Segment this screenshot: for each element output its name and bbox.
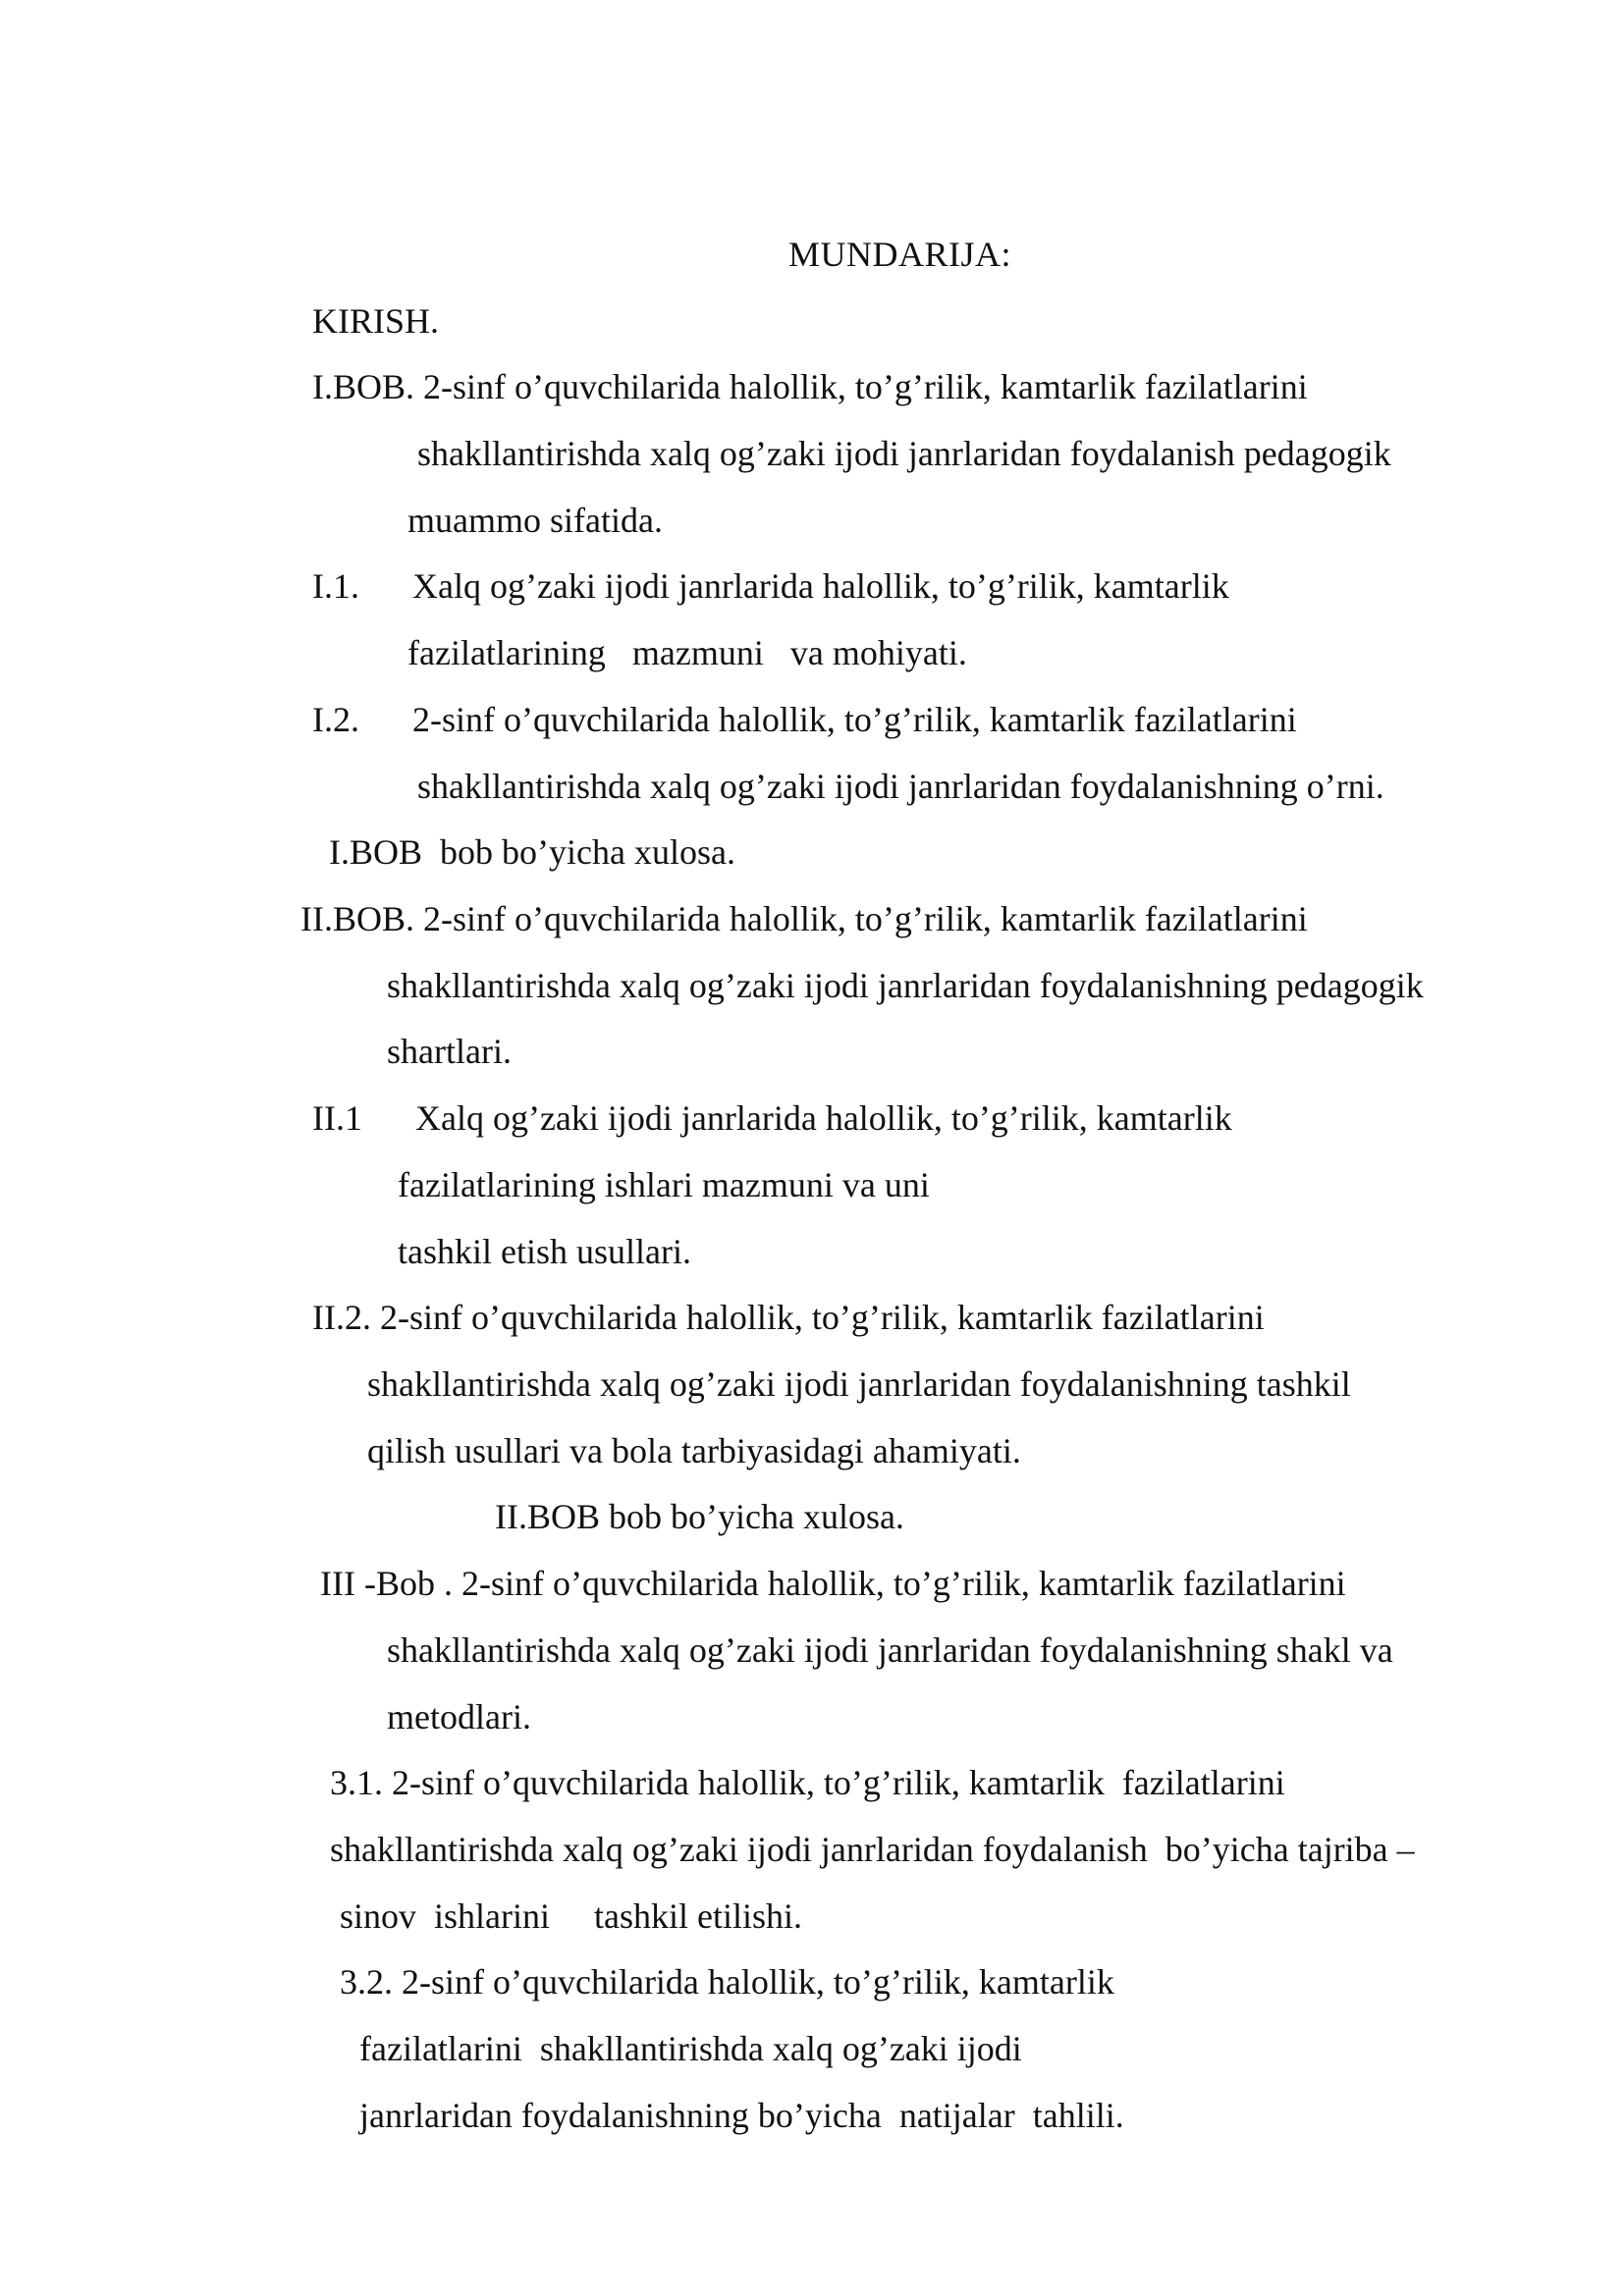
toc-line: qilish usullari va bola tarbiyasidagi ahamiyati. [367,1431,1021,1470]
toc-line: shakllantirishda xalq og’zaki ijodi janrlaridan foydalanishning o’rni. [417,767,1384,806]
toc-line: shakllantirishda xalq og’zaki ijodi janrlaridan foydalanishning shakl va [387,1630,1393,1670]
toc-line: shakllantirishda xalq og’zaki ijodi janrlaridan foydalanishning pedagogik [387,966,1424,1005]
toc-line: 3.1. 2-sinf o’quvchilarida halollik, to’g’rilik, kamtarlik fazilatlarini [330,1763,1285,1802]
toc-line: shakllantirishda xalq og’zaki ijodi janrlaridan foydalanish bo’yicha tajriba – [330,1830,1415,1869]
toc-line: janrlaridan foydalanishning bo’yicha natijalar tahlili. [359,2096,1124,2135]
toc-line: II.BOB bob bo’yicha xulosa. [495,1497,904,1536]
toc-line: KIRISH. [312,301,440,341]
toc-line: 3.2. 2-sinf o’quvchilarida halollik, to’g’rilik, kamtarlik [340,1962,1114,2002]
toc-line: sinov ishlarini tashkil etilishi. [340,1896,802,1936]
toc-line: fazilatlarining ishlari mazmuni va uni [398,1165,930,1204]
toc-line: fazilatlarining mazmuni va mohiyati. [407,633,967,672]
toc-title: MUNDARIJA: [788,235,1012,274]
toc-line: shakllantirishda xalq og’zaki ijodi janrlaridan foydalanishning tashkil [367,1364,1351,1404]
toc-line: II.2. 2-sinf o’quvchilarida halollik, to’g’rilik, kamtarlik fazilatlarini [312,1298,1265,1337]
toc-line: II.1 Xalq og’zaki ijodi janrlarida halollik, to’g’rilik, kamtarlik [312,1098,1232,1138]
toc-line: tashkil etish usullari. [398,1232,691,1271]
toc-line: I.BOB. 2-sinf o’quvchilarida halollik, to’g’rilik, kamtarlik fazilatlarini [312,367,1308,406]
toc-line: I.2. 2-sinf o’quvchilarida halollik, to’g’rilik, kamtarlik fazilatlarini [312,700,1297,739]
toc-line: shartlari. [387,1032,512,1071]
toc-line: muammo sifatida. [407,501,663,540]
toc-line: metodlari. [387,1697,531,1736]
toc-line: I.BOB bob bo’yicha xulosa. [329,832,735,872]
toc-line: shakllantirishda xalq og’zaki ijodi janrlaridan foydalanish pedagogik [417,434,1391,473]
toc-line: II.BOB. 2-sinf o’quvchilarida halollik, to’g’rilik, kamtarlik fazilatlarini [300,899,1308,938]
toc-line: fazilatlarini shakllantirishda xalq og’zaki ijodi [359,2029,1022,2068]
toc-line: III -Bob . 2-sinf o’quvchilarida halollik, to’g’rilik, kamtarlik fazilatlarini [320,1564,1346,1603]
toc-line: I.1. Xalq og’zaki ijodi janrlarida halollik, to’g’rilik, kamtarlik [312,566,1229,606]
